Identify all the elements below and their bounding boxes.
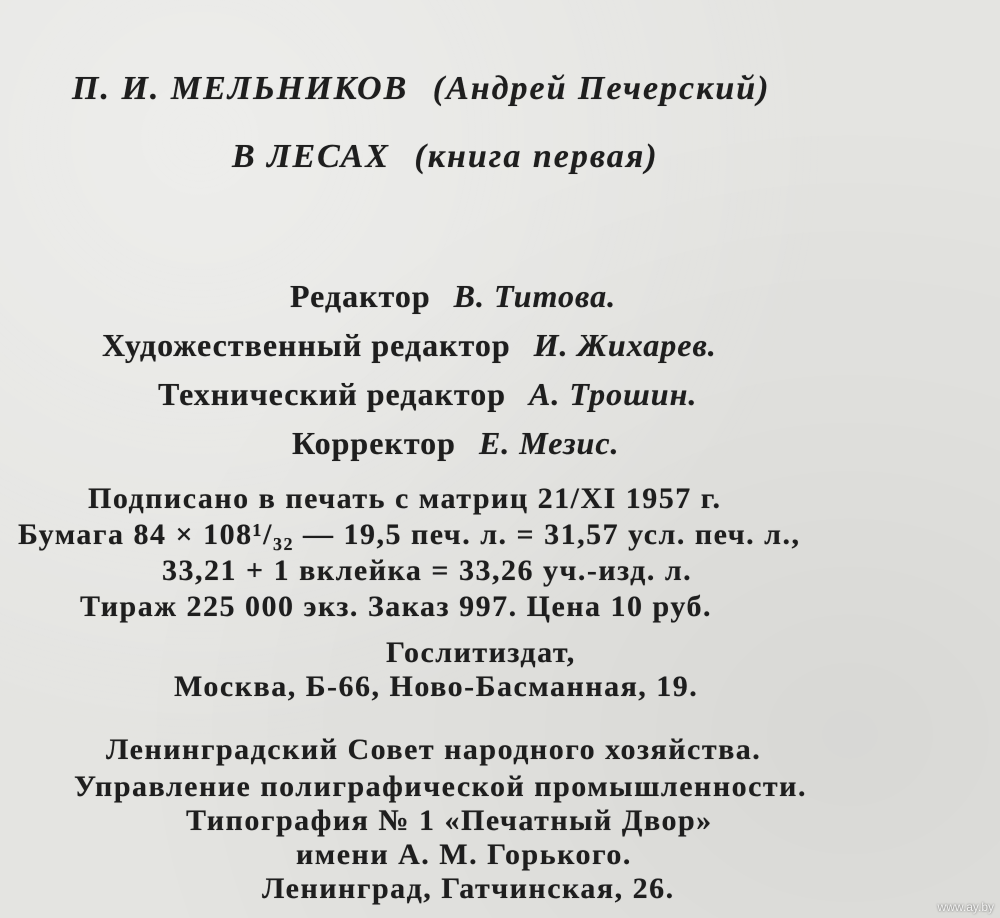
credit-role: Художественный редактор <box>102 327 511 363</box>
printer-line-2: Управление полиграфической промышленности. <box>74 770 807 803</box>
credit-role: Корректор <box>292 425 456 461</box>
credit-role: Технический редактор <box>158 376 507 412</box>
credit-name: В. Титова. <box>453 278 617 314</box>
signed-line: Подписано в печать с матриц 21/XI 1957 г. <box>88 482 722 515</box>
book-note: (книга первая) <box>414 138 659 175</box>
watermark: www.ay.by <box>937 900 994 914</box>
credit-art-editor <box>102 327 1000 364</box>
sheets-line: 33,21 + 1 вклейка = 33,26 уч.-изд. л. <box>162 554 693 587</box>
credit-proofreader <box>292 425 1000 462</box>
book-title: В ЛЕСАХ <box>232 138 390 175</box>
publisher-name: Гослитиздат, <box>386 636 576 669</box>
credit-name: И. Жихарев. <box>533 327 717 363</box>
credit-name: Е. Мезис. <box>478 425 620 461</box>
publisher-address: Москва, Б-66, Ново-Басманная, 19. <box>174 670 699 703</box>
credit-tech-editor <box>158 376 1000 413</box>
printer-line-4: имени А. М. Горького. <box>296 838 632 871</box>
printer-line-1: Ленинградский Совет народного хозяйства. <box>106 733 762 766</box>
author-line <box>72 70 1000 108</box>
title-line <box>232 138 1000 176</box>
credit-role: Редактор <box>290 278 431 314</box>
print-run-line: Тираж 225 000 экз. Заказ 997. Цена 10 руб. <box>80 590 712 623</box>
author-pseudonym: (Андрей Печерский) <box>432 70 771 107</box>
printer-line-3: Типография № 1 «Печатный Двор» <box>186 804 713 837</box>
credit-name: А. Трошин. <box>529 376 698 412</box>
printer-line-5: Ленинград, Гатчинская, 26. <box>262 872 675 905</box>
author-name: П. И. МЕЛЬНИКОВ <box>72 70 409 107</box>
paper-line: Бумага 84 × 108¹/₃₂ — 19,5 печ. л. = 31,57 усл. печ. л., <box>18 518 801 551</box>
credit-editor <box>290 278 1000 315</box>
